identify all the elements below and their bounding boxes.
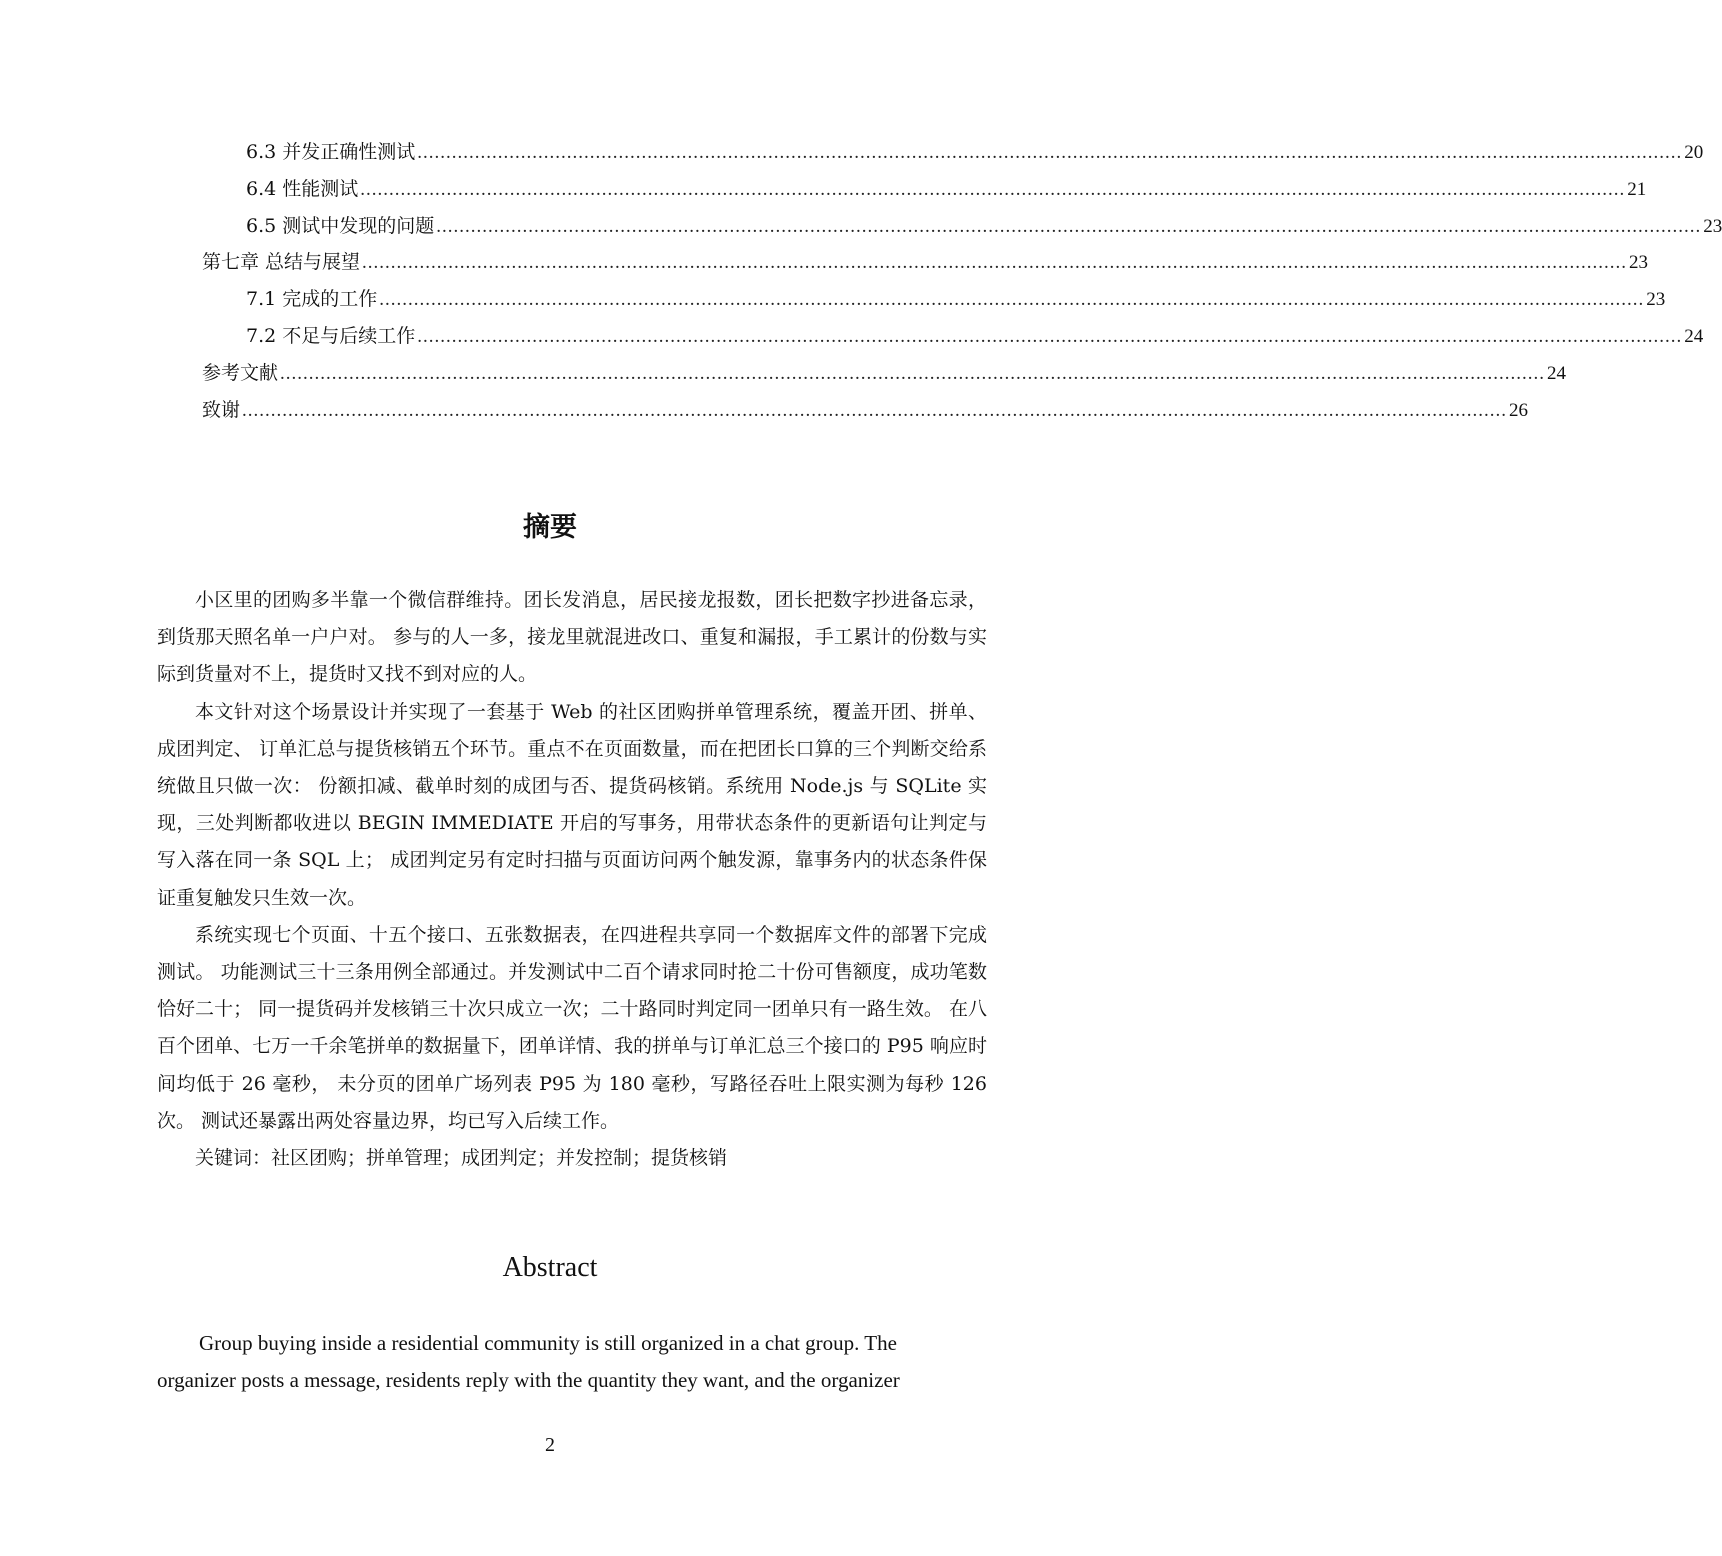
abstract-zh-body (157, 582, 987, 1177)
toc-entry-label: 6.4 性能测试 (246, 177, 359, 200)
toc-entry[interactable] (246, 137, 1704, 167)
toc-entry-page: 23 (1629, 252, 1649, 274)
toc-entry[interactable] (246, 321, 1704, 351)
toc-leader-dots: ............................................................................................................................................................................................................................ (379, 289, 1645, 311)
toc-entry-page: 24 (1684, 326, 1704, 347)
toc-entry-label: 第七章 总结与展望 (202, 251, 361, 274)
abstract-en-paragraph: Group buying inside a residential community is still organized in a chat group. The organizer posts a message, residents reply with the quantity they want, and the organizer (157, 1331, 900, 1392)
toc-entry-page: 20 (1684, 142, 1704, 163)
abstract-en-title: Abstract (502, 1252, 598, 1283)
abstract-en-body (157, 1325, 947, 1399)
toc-entry[interactable] (202, 247, 1649, 277)
toc-entry[interactable] (246, 211, 1722, 241)
toc-entry-page: 23 (1703, 215, 1722, 237)
toc-leader-dots: ............................................................................................................................................................................................................................ (280, 362, 1546, 384)
toc-leader-dots: ............................................................................................................................................................................................................................ (417, 142, 1683, 163)
toc-entry-page: 26 (1509, 399, 1529, 421)
toc-leader-dots: ............................................................................................................................................................................................................................ (242, 399, 1508, 421)
toc-entry-page: 21 (1627, 178, 1647, 200)
abstract-zh-paragraph: 系统实现七个页面、十五个接口、五张数据表，在四进程共享同一个数据库文件的部署下完成测试。 功能测试三十三条用例全部通过。并发测试中二百个请求同时抢二十份可售额度，成功笔数恰好二十； 同一提货码并发核销三十次只成立一次；二十路同时判定同一团单只有一路生效。 在八百个团单、七万一千余笔拼单的数据量下，团单详情、我的拼单与订单汇总三个接口的 P95 响应时间均低于 26 毫秒， 未分页的团单广场列表 P95 为 180 毫秒，写路径吞吐上限实测为每秒 126 次。 测试还暴露出两处容量边界，均已写入后续工作。 (157, 923, 987, 1132)
toc-leader-dots: ............................................................................................................................................................................................................................ (417, 326, 1683, 347)
abstract-zh-paragraph: 本文针对这个场景设计并实现了一套基于 Web 的社区团购拼单管理系统，覆盖开团、拼单、成团判定、 订单汇总与提货核销五个环节。重点不在页面数量，而在把团长口算的三个判断交给系统做且只做一次： 份额扣减、截单时刻的成团与否、提货码核销。系统用 Node.js 与 SQLite 实现，三处判断都收进以 BEGIN IMMEDIATE 开启的写事务，用带状态条件的更新语句让判定与写入落在同一条 SQL 上； 成团判定另有定时扫描与页面访问两个触发源，靠事务内的状态条件保证重复触发只生效一次。 (157, 700, 987, 909)
toc-entry[interactable] (202, 395, 1529, 425)
toc-entry[interactable] (202, 358, 1567, 388)
toc-entry-page: 24 (1547, 362, 1567, 384)
abstract-zh-keywords: 关键词：社区团购；拼单管理；成团判定；并发控制；提货核销 (195, 1147, 728, 1170)
toc-leader-dots: ............................................................................................................................................................................................................................ (360, 178, 1626, 200)
toc-leader-dots: ............................................................................................................................................................................................................................ (362, 252, 1628, 274)
toc-entry-page: 23 (1646, 289, 1666, 311)
toc-entry-label: 6.5 测试中发现的问题 (246, 214, 435, 237)
toc-entry[interactable] (246, 284, 1666, 314)
toc-entry-label: 7.2 不足与后续工作 (246, 325, 416, 347)
page-number: 2 (545, 1434, 555, 1456)
toc-entry-label: 7.1 完成的工作 (246, 288, 378, 311)
toc-entry[interactable] (246, 174, 1647, 204)
toc-entry-label: 致谢 (202, 398, 241, 421)
toc-entry-label: 6.3 并发正确性测试 (246, 141, 416, 163)
abstract-zh-title: 摘要 (523, 512, 577, 543)
toc-entry-label: 参考文献 (202, 361, 279, 384)
toc-leader-dots: ............................................................................................................................................................................................................................ (436, 215, 1702, 237)
abstract-zh-paragraph: 小区里的团购多半靠一个微信群维持。团长发消息，居民接龙报数，团长把数字抄进备忘录，到货那天照名单一户户对。 参与的人一多，接龙里就混进改口、重复和漏报，手工累计的份数与实际到货量对不上，提货时又找不到对应的人。 (157, 589, 987, 686)
